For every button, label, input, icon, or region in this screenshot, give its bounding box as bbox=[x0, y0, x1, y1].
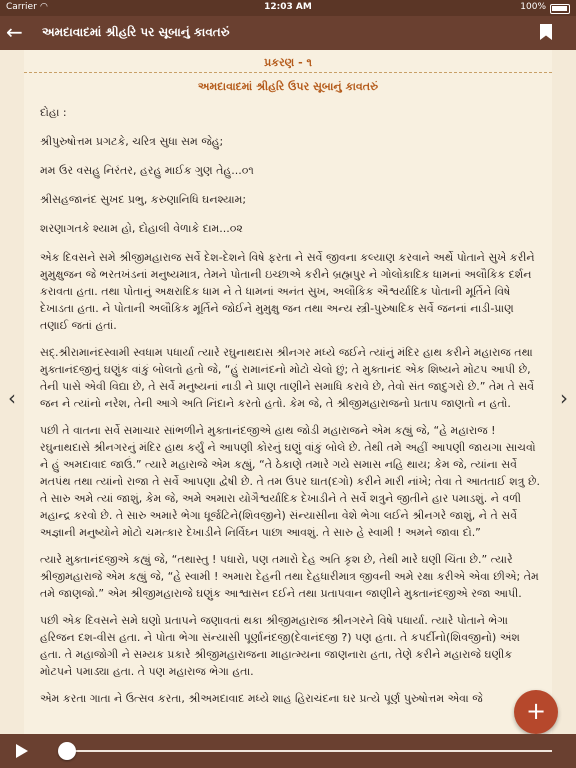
back-arrow-icon[interactable]: ← bbox=[6, 20, 23, 44]
audio-player bbox=[0, 734, 576, 768]
carrier-label: Carrier bbox=[6, 2, 37, 12]
play-icon[interactable] bbox=[16, 744, 28, 758]
battery-icon bbox=[550, 4, 570, 14]
divider bbox=[24, 72, 552, 73]
page-title: અમદાવાદમાં શ્રીહરિ પર સૂબાનું કાવતરું bbox=[42, 25, 230, 39]
chapter-number: પ્રકરણ - ૧ bbox=[264, 56, 312, 69]
audio-progress-thumb[interactable] bbox=[58, 742, 76, 760]
audio-progress-track[interactable] bbox=[62, 750, 552, 752]
reader-page bbox=[24, 50, 552, 734]
verse-line: મમ ઉર વસહુ નિરંતર, હરહુ માઈક ગુણ તેહુ...૦૧ bbox=[40, 164, 254, 177]
reader-content bbox=[40, 104, 540, 717]
verse-line: શરણાગતકે શ્યામ હો, દોહાલી વેળાકે દામ...૦૨ bbox=[40, 222, 243, 235]
verse-line: શ્રીપુરુષોત્તમ પ્રગટકે, ચરિત્ર સુધા સમ જેહુ; bbox=[40, 135, 224, 148]
top-navbar bbox=[0, 16, 576, 50]
bookmark-icon[interactable] bbox=[540, 24, 552, 40]
paragraph: પછી એક દિવસને સમે ઘણો પ્રતાપને જણાવતાં થકા શ્રીજીમહારાજ શ્રીનગરને વિષે પધાર્યા. ત્યારે પોતાને ભેગા હરિજન દશ-વીસ હતા. ને પોતા ભેગા સંન્યાસી પૂર્ણાનંદજી(દેવાનંદજી ?) પણ હતા. તે કપર્દીનો(શિવજીનો) અંશ હતા. તે મહાજોગી ને સમ્યક પ્રકારે શ્રીજીમહારાજના માહાત્મ્યના જાણનારા હતા, તેણે કરીને મહારાજે ઘણીક મોટપને પમાડ્યા હતા. તે પણ મહારાજ ભેગા હતા. bbox=[40, 614, 520, 678]
battery-percent: 100% bbox=[520, 2, 546, 12]
plus-icon: + bbox=[525, 697, 547, 725]
wifi-icon: ◠ bbox=[40, 2, 48, 12]
clock: 12:03 AM bbox=[264, 2, 312, 12]
paragraph: એમ કરતા ગાતા ને ઉત્સવ કરતા, શ્રીઅમદાવાદ મધ્યે શાહ હિરાચંદના ઘર પ્રત્યે પૂર્ણ પુરુષોત્તમ એવા જે bbox=[40, 692, 483, 705]
paragraph: સદ્‌.શ્રીરામાનંદસ્વામી સ્વધામ પધાર્યા ત્યારે રઘુનાથદાસ શ્રીનગર મધ્યે જઈને ત્યાંનું મંદિર હાથ કરીને મહારાજ તથા મુક્તાનંદજીનું ઘણુંક વાંકું બોલતો હતો જે, “હું રામાનંદનો મોટો ચેલો છું; તે મુક્તાનંદ એક શિષ્યને મોટપ આપી છે, તેની પાસે એવી વિદ્યા છે, તે સર્વે મનુષ્યનાં નાડી ને પ્રાણ તાણીને સમાધિ કરાવે છે, તેવો સંત જાદુગરો છે.” તેમ તે સર્વે જન ને ત્યાંનો નરેશ, તેની આગે અતિ નિંદાને કરતો હતો. કેમ જે, તે શ્રીજીમહારાજનો પ્રતાપ જાણતો ન હતો. bbox=[40, 346, 535, 410]
paragraph: ત્યારે મુક્તાનંદજીએ કહ્યું જે, “તથાસ્તુ ! પધારો, પણ તમારો દેહ અતિ કૃશ છે, તેથી મારે ઘણી ચિંતા છે.” ત્યારે શ્રીજીમહારાજે એમ કહ્યું જે, “હે સ્વામી ! અમારા દેહની તથા દેહધારીમાત્ર જીવની અમે રક્ષા કરીએ એવા છીએ; તેમ તમે જાણજો.” એમ શ્રીજીમહારાજે ઘણુંક આશ્વાસન દઈને તથા પ્રતાપવાન જાણીને મુક્તાનંદજીએ રજા આપી. bbox=[40, 553, 539, 600]
doha-label: દોહા : bbox=[40, 106, 67, 119]
chevron-right-icon[interactable]: › bbox=[560, 386, 568, 410]
status-bar bbox=[0, 0, 576, 16]
chevron-left-icon[interactable]: ‹ bbox=[8, 386, 16, 410]
chapter-title: અમદાવાદમાં શ્રીહરિ ઉપર સૂબાનું કાવતરું bbox=[197, 80, 379, 93]
verse-line: શ્રીસહજાનંદ સુખદ પ્રભુ, કરુણાનિધિ ઘનશ્યામ; bbox=[40, 193, 247, 206]
paragraph: એક દિવસને સમે શ્રીજીમહારાજ સર્વે દેશ-દેશને વિષે ફરતા ને સર્વે જીવના કલ્યાણ કરવાને અર્થે પોતાને સુખે કરીને મુમુક્ષુજન જે ભરતખંડનાં મનુષ્યમાત્ર, તેમને પોતાની ઇચ્છાએ કરીને બ્રહ્મપુર ને ગોલોકાદિક ધામનાં અલૌકિક દર્શન કરાવતા હતા. તથા પોતાનું અક્ષરાદિક ધામ ને તે ધામનાં અનંત સુખ, અલૌકિક ઐશ્વર્યાદિક પોતાની મૂર્તિને વિષે દેખાડતા હતા. ને પોતાની અલૌકિક મૂર્તિને જોઈને મુમુક્ષુ જન તથા અન્ય સ્ત્રી-પુરુષાદિક સર્વે જનનાં નાડી-પ્રાણ તણાઈ જતાં હતાં. bbox=[40, 251, 535, 332]
paragraph: પછી તે વાતના સર્વે સમાચાર સાંભળીને મુક્તાનંદજીએ હાથ જોડી મહારાજને એમ કહ્યું જે, “હે મહારાજ ! રઘુનાથદાસે શ્રીનગરનું મંદિર હાથ કર્યું ને આપણી કોરનું ઘણું વાંકું બોલે છે. તેથી તમે અહીં આપણી જાયગા સાચવો ને હું અમદાવાદ જાઉં.” ત્યારે મહારાજે એમ કહ્યું, “તે ઠેકાણે તમારે ગયે સમાસ નહિ થાય; કેમ જે, ત્યાંના સર્વે મતપંથ તથા ત્યાંનો રાજા તે સર્વે આપણા દ્વેષી છે. તે તમ ઉપર ઘાત(દગો) કરીને મારી નાંખે; તેવા તે આતતાઈ શત્રુ છે. તે સારુ અમે ત્યાં જાશું, કેમ જે, અમે અમારા યોગૈશ્વર્યાદિક દેખાડીને તે સર્વે શત્રુને જીતીને હાર પમાડશું. ને વળી મહાન્દ્ર કરવો છે. તે સારુ અમારે ભેગા ધૂર્જટિને(શિવજીને) સંન્યાસીના વેશે ભેગા લઈને શ્રીનગરે જાશું, ને તે સર્વે અજ્ઞાની મનુષ્યોને મોટો ચમત્કાર દેખાડીને નિર્વિઘ્ન પાછા આવશું. તે સારુ હે સ્વામી ! અમને જાવા દો.” bbox=[40, 424, 540, 539]
add-button[interactable] bbox=[514, 690, 558, 734]
